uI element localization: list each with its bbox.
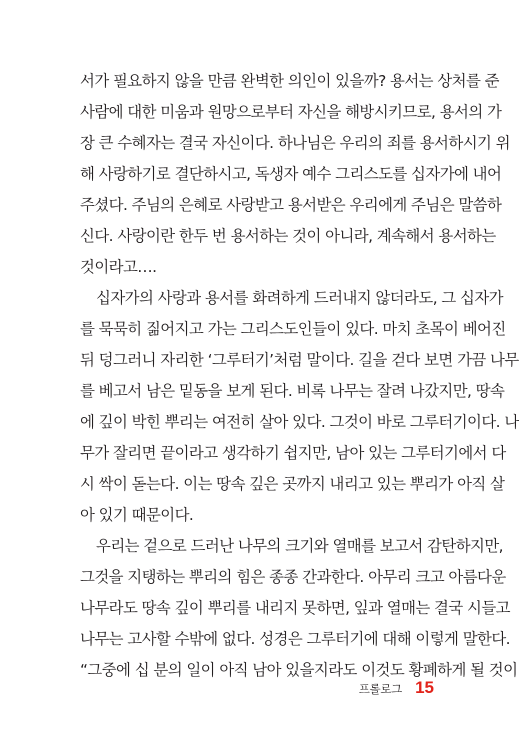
text-line: 신다. 사랑이란 한두 번 용서하는 것이 아니라, 계속해서 용서하는	[80, 227, 496, 245]
text-line: 를 베고서 남은 밑동을 보게 된다. 비록 나무는 잘려 나갔지만, 땅속	[80, 382, 505, 400]
paragraph-3	[80, 531, 518, 686]
text-line: 사람에 대한 미움과 원망으로부터 자신을 해방시키므로, 용서의 가	[80, 103, 502, 121]
paragraph-2	[80, 283, 519, 531]
text-line: 그것을 지탱하는 뿌리의 힘은 종종 간과한다. 아무리 크고 아름다운	[80, 568, 506, 586]
page-number: 15	[415, 678, 434, 697]
text-line: 나무는 고사할 수밖에 없다. 성경은 그루터기에 대해 이렇게 말한다.	[80, 630, 510, 648]
text-line: 를 묵묵히 짊어지고 가는 그리스도인들이 있다. 마치 초목이 베어진	[80, 320, 506, 338]
text-line: 서가 필요하지 않을 만큼 완벽한 의인이 있을까? 용서는 상처를 준	[80, 72, 499, 90]
text-line: 십자가의 사랑과 용서를 화려하게 드러내지 않더라도, 그 십자가	[96, 289, 503, 307]
paragraph-1	[80, 66, 510, 283]
text-line: 것이라고….	[80, 258, 157, 276]
text-line: 나무라도 땅속 깊이 뿌리를 내리지 못하면, 잎과 열매는 결국 시들고	[80, 599, 510, 617]
text-line: 해 사랑하기로 결단하시고, 독생자 예수 그리스도를 십자가에 내어	[80, 165, 502, 183]
text-line: 뒤 덩그러니 자리한 ‘그루터기’처럼 말이다. 길을 걷다 보면 가끔 나무	[80, 351, 519, 369]
text-line: 무가 잘리면 끝이라고 생각하기 쉽지만, 남아 있는 그루터기에서 다	[80, 444, 506, 462]
text-line: 주셨다. 주님의 은혜로 사랑받고 용서받은 우리에게 주님은 말씀하	[80, 196, 502, 214]
page-footer	[359, 676, 434, 700]
text-line: “그중에 십 분의 일이 아직 남아 있을지라도 이것도 황폐하게 될 것이	[80, 661, 518, 679]
text-line: 우리는 겉으로 드러난 나무의 크기와 열매를 보고서 감탄하지만,	[96, 537, 503, 555]
text-line: 시 싹이 돋는다. 이는 땅속 깊은 곳까지 내리고 있는 뿌리가 아직 살	[80, 475, 505, 493]
section-label: 프롤로그	[358, 682, 402, 696]
text-line: 아 있기 때문이다.	[80, 506, 194, 524]
body-text	[80, 66, 519, 686]
text-line: 에 깊이 박힌 뿌리는 여전히 살아 있다. 그것이 바로 그루터기이다. 나	[80, 413, 519, 431]
text-line: 장 큰 수혜자는 결국 자신이다. 하나님은 우리의 죄를 용서하시기 위	[80, 134, 510, 152]
